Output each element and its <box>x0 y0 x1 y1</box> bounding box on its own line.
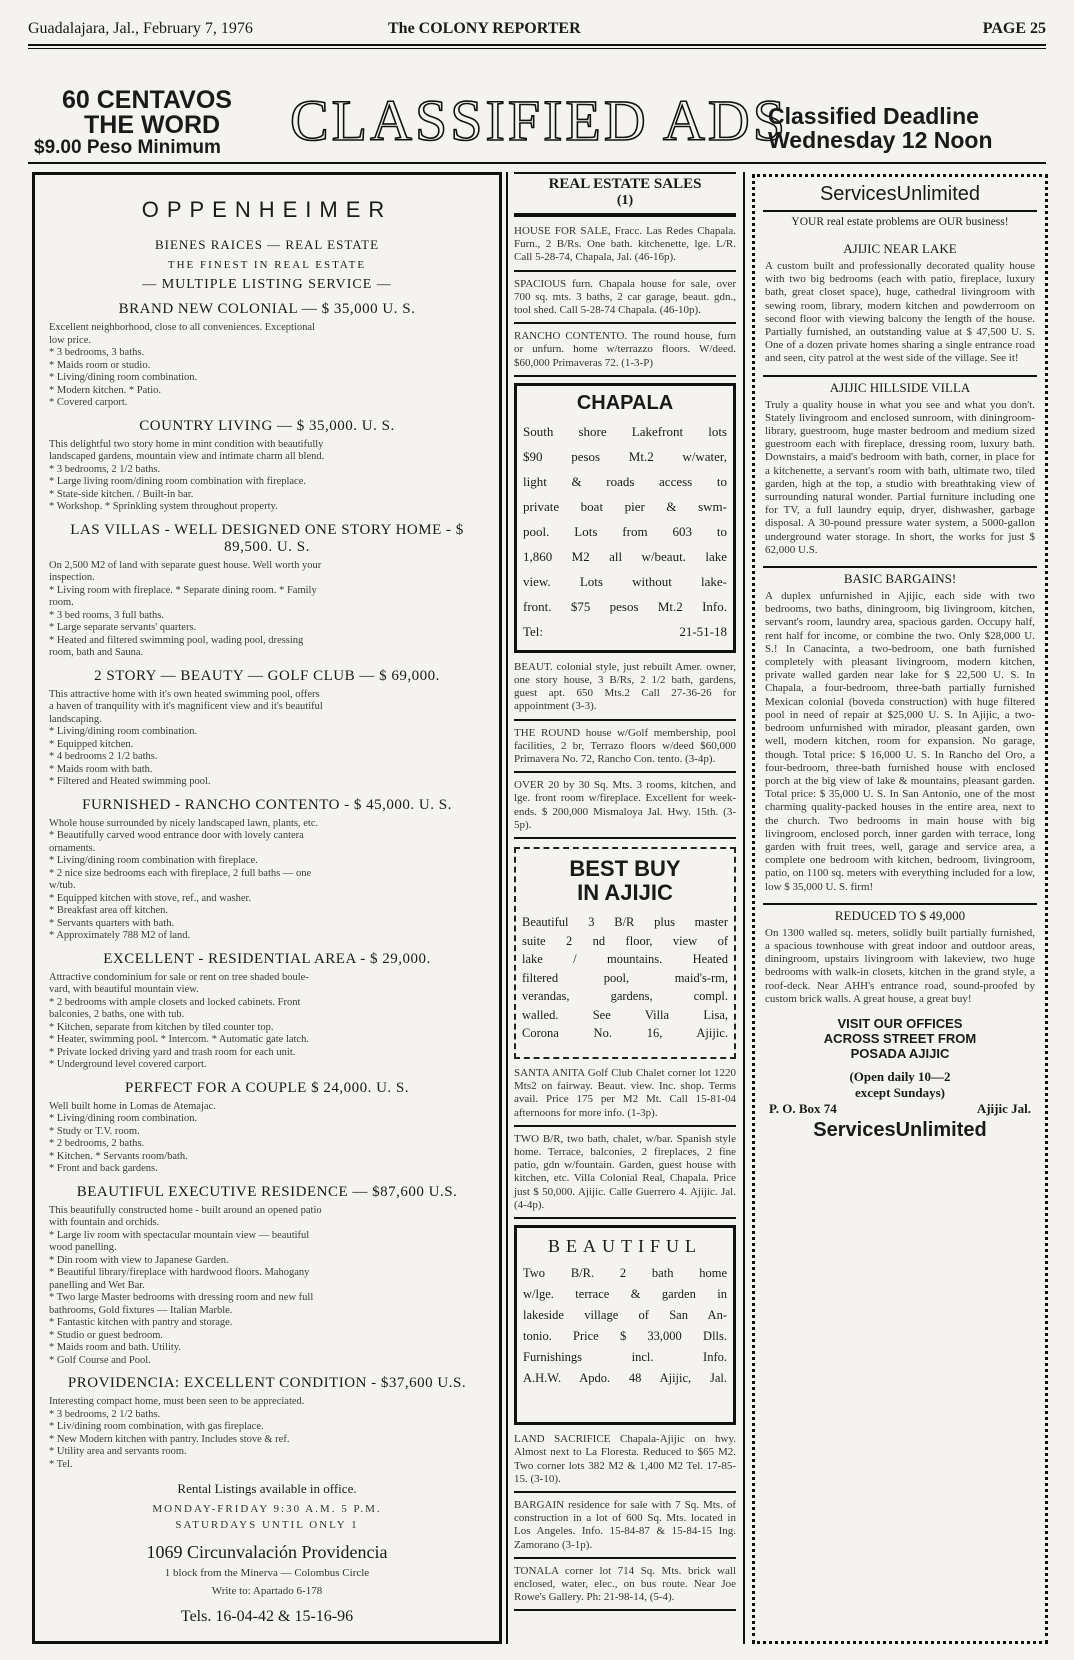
masthead <box>28 20 1046 42</box>
listing-line: * Modern kitchen. * Patio. <box>49 384 161 396</box>
services-ad-title: AJIJIC HILLSIDE VILLA <box>763 375 1037 396</box>
rate-line2: THE WORD <box>84 111 221 139</box>
listing-line: Whole house surrounded by nicely landscaped lawn, plants, etc. <box>49 817 319 829</box>
listing-line: balconies, 2 baths, one with tub. <box>49 1009 185 1020</box>
deadline-block <box>768 104 993 152</box>
listing-line: * 2 bedrooms with ample closets and locked cabinets. Front <box>49 996 301 1008</box>
listing-line: * Heater, swimming pool. * Intercom. * Automatic gate latch. <box>49 1034 309 1045</box>
listing-line: * Approximately 788 M2 of land. <box>49 930 191 941</box>
listing-line: Attractive condominium for sale or rent on tree shaded boule- <box>49 971 309 983</box>
agency-sub3: — MULTIPLE LISTING SERVICE — <box>142 277 392 292</box>
listing-line: * Covered carport. <box>49 397 128 408</box>
listing-line: * Servants quarters with bath. <box>49 917 175 929</box>
listing-line: panelling and Wet Bar. <box>49 1279 145 1291</box>
hours-line2: except Sundays) <box>855 1084 945 1100</box>
services-ad-title: REDUCED TO $ 49,000 <box>763 903 1037 924</box>
hours-line1: (Open daily 10—2 <box>849 1068 951 1084</box>
listing-line: * 3 bedrooms, 2 1/2 baths. <box>49 463 161 475</box>
services-listings <box>755 238 1045 1006</box>
best-buy-line: filtered pool, maid's-rm, <box>522 970 728 985</box>
beautiful-line: A.H.W. Apdo. 48 Ajijic, Jal. <box>523 1371 727 1386</box>
listing-line: bathrooms, Gold fixtures — Italian Marble. <box>49 1304 233 1316</box>
listing-line: * 3 bedrooms, 2 1/2 baths. <box>49 1408 161 1420</box>
listing-line: * Golf Course and Pool. <box>49 1354 151 1366</box>
classified-ad: RANCHO CONTENTO. The round house, furn or unfurn. home w/terrazzo floors. W/deed. $60,000 Primaveras 72. (1-3-P) <box>514 328 736 377</box>
listing-title: COUNTRY LIVING — $ 35,000. U. S. <box>139 417 395 434</box>
listing-line: * Kitchen, separate from kitchen by tiled counter top. <box>49 1021 274 1033</box>
listing-line: Well built home in Lomas de Atemajac. <box>49 1100 216 1112</box>
chapala-body <box>523 419 727 644</box>
agency-sub1: BIENES RAICES — REAL ESTATE <box>154 237 380 252</box>
section-header <box>514 172 736 217</box>
listing-line: * 3 bed rooms, 3 full baths. <box>49 609 164 621</box>
listing-title: PERFECT FOR A COUPLE $ 24,000. U. S. <box>124 1079 410 1096</box>
listing-details <box>49 689 485 789</box>
listing-line: * Tel. <box>49 1458 73 1470</box>
chapala-line: Tel: 21-51-18 <box>523 623 727 639</box>
listing-line: * Large liv room with spectacular mountain view — beautiful <box>49 1229 310 1241</box>
listing-line: * Equipped kitchen. <box>49 738 134 750</box>
hours-saturday: SATURDAYS UNTIL ONLY 1 <box>175 1518 359 1531</box>
listing-line: * Study or T.V. room. <box>49 1125 140 1137</box>
beautiful-line: lakeside village of San An- <box>523 1308 727 1323</box>
listing-details <box>49 439 485 514</box>
listing-line: landscaping. <box>49 713 102 725</box>
listing-title: BEAUTIFUL EXECUTIVE RESIDENCE — $87,600 U.S. <box>76 1183 458 1200</box>
chapala-line: front. $75 pesos Mt.2 Info. <box>523 598 727 614</box>
real-estate-column <box>514 172 736 1615</box>
listing-line: * Equipped kitchen with stove, ref., and washer. <box>49 892 252 904</box>
visit-line3: POSADA AJIJIC <box>850 1045 950 1061</box>
beautiful-body <box>523 1263 727 1389</box>
best-buy-line: verandas, gardens, compl. <box>522 989 728 1004</box>
rental-note: Rental Listings available in office. <box>177 1481 357 1496</box>
listing-details <box>49 1205 485 1368</box>
listing-details <box>49 1101 485 1176</box>
chapala-title: CHAPALA <box>576 391 674 414</box>
listing-details <box>49 818 485 943</box>
listing-details <box>49 1396 485 1471</box>
listing-line: * Maids room with bath. <box>49 763 153 775</box>
listing-line: room, bath and Sauna. <box>49 647 144 658</box>
agency-name: OPPENHEIMER <box>141 197 393 222</box>
write-to: Write to: Apartado 6-178 <box>211 1584 323 1597</box>
po-box-line <box>755 1101 1045 1117</box>
listing-title: PROVIDENCIA: EXCELLENT CONDITION - $37,600 U.S. <box>67 1375 467 1391</box>
listing-line: * Living/dining room combination. <box>49 726 198 737</box>
chapala-line: South shore Lakefront lots <box>523 423 727 439</box>
listing-line: * Underground level covered carport. <box>49 1059 207 1070</box>
listing-title: FURNISHED - RANCHO CONTENTO - $ 45,000. U. S. <box>82 796 452 813</box>
deadline-line2: Wednesday 12 Noon <box>768 127 993 154</box>
classified-ad: HOUSE FOR SALE, Fracc. Las Redes Chapala. Furn., 2 B/Rs. One bath. kitchenette, lge. L/R. Call 5-28-74, Chapala, Jal. (46-16p). <box>514 223 736 272</box>
listing-line: w/tub. <box>49 880 76 891</box>
listing-details <box>49 322 485 410</box>
best-buy-title1: BEST BUY <box>569 856 681 882</box>
listing-line: This attractive home with it's own heated swimming pool, offers <box>49 688 320 700</box>
listing-line: inspection. <box>49 572 95 583</box>
listing-line: * Heated and filtered swimming pool, wading pool, dressing <box>49 634 304 646</box>
classified-ad: TWO B/R, two bath, chalet, w/bar. Spanish style home. Terrace, balconies, 2 fireplaces, 2 fine patio, gdn w/fountain. Garden, guest house with kitchen, etc. Villa Colonial Real, Chapala. Price just $ 50,000. Ajijic. Calle Guerrero 4. Ajijic. Jal. (4-4p). <box>514 1131 736 1219</box>
ads-group-3 <box>514 1065 736 1219</box>
listing-title: LAS VILLAS - WELL DESIGNED ONE STORY HOME - $ 89,500. U. S. <box>70 521 464 555</box>
services-intro: YOUR real estate problems are OUR business! <box>791 216 1009 228</box>
services-ad-text: Truly a quality house in what you see and what you don't. Stately livingroom and enclosed sunroom, with diningroom-library, guestroom, huge master bedroom and medium sized guestroom each with fireplace, dressing room, luxury bath. Downstairs, a maid's bedroom with bath, corner, in place for a kitchenette, a servant's room with bath, ultimate two, tiled garden, high at the top, a studio with breathtaking view of surrounding natural wonder. Partial furniture including one for TV, a full laundry equip, dryer, dishwasher, garbage disposal. A 30-pound pressure water system, a 5000-gallon underground water storage. In short, the works for just $ 62,000 U.S. <box>765 398 1035 556</box>
services-ad-title: BASIC BARGAINS! <box>763 566 1037 587</box>
classified-ads-title: CLASSIFIED ADS <box>290 88 789 153</box>
listing-line: * Front and back gardens. <box>49 1163 158 1174</box>
listing-line: a haven of tranquility with it's magnificent view and it's beautiful <box>49 701 323 712</box>
beautiful-ad <box>514 1225 736 1425</box>
listing-line: * Private locked driving yard and trash room for each unit. <box>49 1046 296 1058</box>
chapala-line: view. Lots without lake- <box>523 573 727 589</box>
column-divider-2 <box>743 172 745 1644</box>
listing-line: * Utility area and servants room. <box>49 1446 187 1457</box>
office-address2: 1 block from the Minerva — Colombus Circle <box>164 1567 370 1579</box>
beautiful-line: w/lge. terrace & garden in <box>523 1287 727 1302</box>
best-buy-line: Beautiful 3 B/R plus master <box>522 915 728 930</box>
listing-line: vard, with beautiful mountain view. <box>49 984 199 995</box>
visit-line2: ACROSS STREET FROM <box>823 1030 977 1046</box>
best-buy-line: Corona No. 16, Ajijic. <box>522 1026 728 1041</box>
listing-line: * Liv/dining room combination, with gas fireplace. <box>49 1421 264 1432</box>
listing-line: * Beautiful library/fireplace with hardwood floors. Mahogany <box>49 1267 310 1278</box>
listing-title: BRAND NEW COLONIAL — $ 35,000 U. S. <box>118 301 416 317</box>
best-buy-ad <box>514 847 736 1059</box>
po-box: P. O. Box 74 <box>769 1100 837 1116</box>
listing-line: low price. <box>49 334 91 346</box>
section-number: (1) <box>616 193 634 208</box>
telephones: Tels. 16-04-42 & 15-16-96 <box>180 1608 354 1625</box>
services-ad-text: A custom built and professionally decorated quality house with two big bedrooms (each with patio, fireplace, luxury bath, great closet space), huge, cathedral livingroom with sewing room, library, modern kitchen and powderroom on second floor with viewing balcony the length of the house. Partially furnished, an outstanding value at $ 47,500 U. S. One of a dozen private homes sharing a single entrance road and seen, city patrol at the west side of the village. See it! <box>765 260 1035 365</box>
agency-sub2: THE FINEST IN REAL ESTATE <box>167 259 367 271</box>
services-ad-title: AJIJIC NEAR LAKE <box>843 241 957 256</box>
best-buy-body <box>522 913 728 1043</box>
listing-line: landscaped gardens, mountain view and intimate charm all blend. <box>49 451 325 462</box>
section-title: REAL ESTATE SALES <box>548 176 702 192</box>
deadline-line1: Classified Deadline <box>768 103 979 129</box>
header-rule <box>28 162 1046 164</box>
best-buy-line: suite 2 nd floor, view of <box>522 933 728 948</box>
hours-weekday: MONDAY-FRIDAY 9:30 A.M. 5 P.M. <box>152 1503 382 1515</box>
paper-name: The COLONY REPORTER <box>388 20 581 37</box>
listing-line: Excellent neighborhood, close to all conveniences. Exceptional <box>49 322 315 333</box>
listing-line: * Living/dining room combination. <box>49 372 198 383</box>
listing-line: * Beautifully carved wood entrance door with lovely cantera <box>49 830 304 841</box>
ads-group-4 <box>514 1431 736 1611</box>
ads-group-1 <box>514 223 736 377</box>
rate-line1: 60 CENTAVOS <box>62 86 232 114</box>
listing-details <box>49 972 485 1072</box>
listing-title: EXCELLENT - RESIDENTIAL AREA - $ 29,000. <box>103 950 431 967</box>
classified-ad: BEAUT. colonial style, just rebuilt Amer. owner, one story house, 3 B/Rs, 2 1/2 bath, gardens, guest apt. 650 Mts.2 Call 27-36-26 for appointment (3-3). <box>514 659 736 721</box>
chapala-line: $90 pesos Mt.2 w/water, <box>523 448 727 464</box>
classified-ad: BARGAIN residence for sale with 7 Sq. Mts. of construction in a lot of 600 Sq. Mts. located in Los Angeles. Info. 15-84-87 & 15-84-15 Ing. Zamorano (3-1p). <box>514 1497 736 1559</box>
classified-ad: TONALA corner lot 714 Sq. Mts. brick wall enclosed, water, elec., on bus route. Near Joe Rowe's Gallery. Ph: 21-98-14, (5-4). <box>514 1563 736 1612</box>
listing-line: * State-side kitchen. / Built-in bar. <box>49 488 194 500</box>
beautiful-line: Two B/R. 2 bath home <box>523 1266 727 1281</box>
office-address: 1069 Circunvalación Providencia <box>146 1542 388 1562</box>
beautiful-line: tonio. Price $ 33,000 Dlls. <box>523 1329 727 1344</box>
listing-line: On 2,500 M2 of land with separate guest house. Well worth your <box>49 559 322 571</box>
services-signature: ServicesUnlimited <box>813 1118 987 1141</box>
listing-title: 2 STORY — BEAUTY — GOLF CLUB — $ 69,000. <box>94 667 440 684</box>
listing-line: * Fantastic kitchen with pantry and storage. <box>49 1317 233 1328</box>
classified-ad: THE ROUND house w/Golf membership, pool facilities, 2 br, Terrazo floors w/deed $60,000 Primavera No. 72, Rancho Con. tento. (3-4p). <box>514 725 736 774</box>
beautiful-line: Furnishings incl. Info. <box>523 1350 727 1365</box>
listings <box>35 301 499 1471</box>
listing-line: * Two large Master bedrooms with dressing room and new full <box>49 1292 314 1303</box>
classified-ad: OVER 20 by 30 Sq. Mts. 3 rooms, kitchen, and lge. front room w/fireplace. Excellent for week-ends. $ 200,000 Mismaloya Jal. Hwy. 15th. (3-5p). <box>514 777 736 839</box>
best-buy-title2: IN AJIJIC <box>577 880 673 906</box>
chapala-line: 1,860 M2 all w/beaut. lake <box>523 548 727 564</box>
rate-minimum: $9.00 Peso Minimum <box>34 137 221 158</box>
listing-line: * 4 bedrooms 2 1/2 baths. <box>49 751 158 762</box>
listing-line: * Maids room or studio. <box>49 359 151 371</box>
listing-line: room. <box>49 597 74 608</box>
listing-line: * Breakfast area off kitchen. <box>49 905 169 916</box>
beautiful-title: BEAUTIFUL <box>548 1236 702 1257</box>
listing-line: * Kitchen. * Servants room/bath. <box>49 1150 188 1162</box>
classified-ad: LAND SACRIFICE Chapala-Ajijic on hwy. Almost next to La Floresta. Reduced to $65 M2. Two corner lots 382 M2 & 1,400 M2 Tel. 17-85-15. (3-10). <box>514 1431 736 1493</box>
masthead-rule-thin <box>28 48 1046 49</box>
listing-line: This beautifully constructed home - built around an opened patio <box>49 1204 322 1216</box>
dateline: Guadalajara, Jal., February 7, 1976 <box>28 20 253 37</box>
column-divider-1 <box>506 172 508 1644</box>
listing-line: * 2 nice size bedrooms each with fireplace, 2 full baths — one <box>49 867 312 879</box>
listing-line: This delightful two story home in mint condition with beautifully <box>49 438 324 450</box>
best-buy-line: lake / mountains. Heated <box>522 952 728 967</box>
listing-line: * Filtered and Heated swimming pool. <box>49 776 211 787</box>
classified-ad: SPACIOUS furn. Chapala house for sale, over 700 sq. mts. 3 baths, 2 car garage, beaut. gdn., tool shed. Call 5-28-74 Chapala. (46-10p). <box>514 276 736 325</box>
listing-line: ornaments. <box>49 842 96 854</box>
oppenheimer-ad <box>32 172 502 1644</box>
chapala-ad <box>514 383 736 653</box>
ads-group-2 <box>514 659 736 839</box>
town: Ajijic Jal. <box>976 1100 1031 1116</box>
masthead-rule <box>28 44 1046 46</box>
listing-line: * Living/dining room combination with fireplace. <box>49 855 258 866</box>
rate-block <box>30 88 290 157</box>
listing-line: * Maids room and bath. Utility. <box>49 1342 182 1353</box>
listing-line: * Living/dining room combination. <box>49 1113 198 1124</box>
listing-line: Interesting compact home, must been seen to be appreciated. <box>49 1396 305 1407</box>
listing-line: with fountain and orchids. <box>49 1217 160 1228</box>
chapala-line: pool. Lots from 603 to <box>523 523 727 539</box>
services-ad-text: A duplex unfurnished in Ajijic, each side with two bedrooms, two baths, diningroom, big livingroom, kitchen, servant's room, laundry area, spacious garden. Occupy half, rent half for income, or combine the two. Only $28,000 U. S.! In Canacinta, a two-bedroom, one bath furnished completely with pleasant livingroom, modern kitchen, private walled garden near lake for $ 22,500 U. S. In Chapala, a four-bedroom, three-bath partially furnished Mexican colonial (boveda construction) with huge filtered pool in need of repair at $25,000 U. S. In Ajijic, a two-bedroom unfurnished with mirador, pleasant garden, own well, modern kitchen, room for expansion. No garage, though. Total price: $ 16,000 U. S. In Rancho del Oro, a four-bedroom, three-bath furnished house with enclosed porch at the big view of lake & mountains, pleasant garden. Total price: $ 35,000 U. S. In San Antonio, one of the most charming quality-packed houses in the entire area, next to the church. Two bedrooms in main house with big livingroom, enclosed porch, inner garden with terrace, long garden with fruit trees, well, garage and service area, a complete one bedroom with kitchen, bedroom, livingroom, patio, on 1100 sq. meters with everything included for a low, low $ 35,000 U. S. firm! <box>765 590 1035 893</box>
page-number: PAGE 25 <box>982 20 1046 37</box>
classified-ad: SANTA ANITA Golf Club Chalet corner lot 1220 Mts2 on fairway. Beaut. view. Inc. shop. Terms avail. Price 175 per M2 Mt. Call 15-81-04 afternoons for more info. (1-3p). <box>514 1065 736 1127</box>
chapala-line: private boat pier & swm- <box>523 498 727 514</box>
services-ad-text: On 1300 walled sq. meters, solidly built partially furnished, a spacious townhouse with great indoor and outdoor areas, diningroom, upstairs livingroom with lakeview, two huge bedrooms with walk-in closets, kitchen in the grand style, a roof-deck. Near AHH's entrance road, sound-proofed by custom brick walls. A great house, a great buy! <box>765 926 1035 1005</box>
listing-line: wood panelling. <box>49 1242 117 1253</box>
best-buy-line: walled. See Villa Lisa, <box>522 1007 728 1022</box>
listing-line: * Living room with fireplace. * Separate dining room. * Family <box>49 584 317 596</box>
listing-line: * 2 bedrooms, 2 baths. <box>49 1138 145 1149</box>
listing-line: * New Modern kitchen with pantry. Includes stove & ref. <box>49 1433 290 1445</box>
listing-line: * 3 bedrooms, 3 baths. <box>49 347 145 358</box>
listing-line: * Large living room/dining room combination with fireplace. <box>49 476 306 487</box>
chapala-line: light & roads access to <box>523 473 727 489</box>
listing-details <box>49 560 485 660</box>
visit-line1: VISIT OUR OFFICES <box>837 1015 963 1031</box>
listing-line: * Din room with view to Japanese Garden. <box>49 1254 229 1266</box>
listing-line: * Studio or guest bedroom. <box>49 1329 164 1341</box>
services-unlimited-ad <box>752 174 1048 1644</box>
listing-line: * Large separate servants' quarters. <box>49 622 197 633</box>
services-title: ServicesUnlimited <box>819 183 981 205</box>
listing-line: * Workshop. * Sprinkling system throughout property. <box>49 501 278 512</box>
